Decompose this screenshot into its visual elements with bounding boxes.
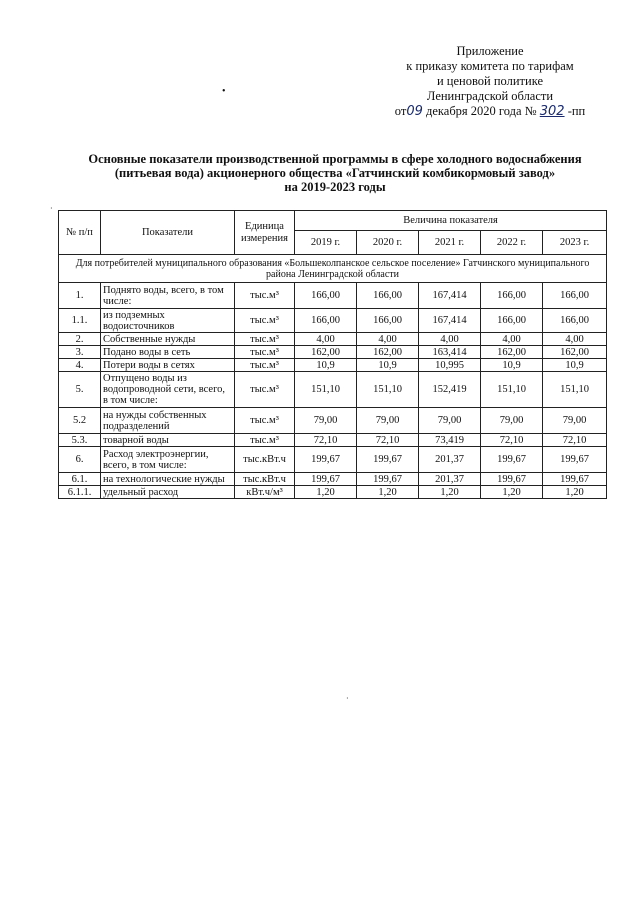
row-indicator: Собственные нужды xyxy=(101,333,235,346)
row-value: 151,10 xyxy=(543,372,607,408)
row-num: 2. xyxy=(59,333,101,346)
row-value: 72,10 xyxy=(357,434,419,447)
row-num: 6.1.1. xyxy=(59,486,101,499)
row-indicator: из подземных водоисточников xyxy=(101,309,235,333)
title-line-2: (питьевая вода) акционерного общества «Гатчинский комбикормовый завод» xyxy=(114,166,556,180)
appendix-title: Приложение xyxy=(456,44,524,58)
row-value: 162,00 xyxy=(357,346,419,359)
document-title xyxy=(60,152,610,194)
row-value: 72,10 xyxy=(481,434,543,447)
row-value: 201,37 xyxy=(419,447,481,473)
title-line-1: Основные показатели производственной программы в сфере холодного водоснабжения xyxy=(88,152,582,166)
header-value-group: Величина показателя xyxy=(295,211,607,231)
row-value: 199,67 xyxy=(481,473,543,486)
row-value: 199,67 xyxy=(481,447,543,473)
row-num: 5. xyxy=(59,372,101,408)
order-suffix: -пп xyxy=(567,104,586,118)
table-row xyxy=(59,486,607,499)
row-unit: тыс.кВт.ч xyxy=(235,447,295,473)
row-unit: тыс.кВт.ч xyxy=(235,473,295,486)
table-row xyxy=(59,333,607,346)
row-value: 79,00 xyxy=(419,408,481,434)
appendix-date-line xyxy=(370,104,610,119)
row-value: 79,00 xyxy=(295,408,357,434)
row-value: 10,9 xyxy=(357,359,419,372)
row-unit: тыс.м³ xyxy=(235,346,295,359)
row-value: 10,9 xyxy=(295,359,357,372)
row-value: 1,20 xyxy=(295,486,357,499)
row-indicator: Поднято воды, всего, в том числе: xyxy=(101,283,235,309)
row-value: 1,20 xyxy=(543,486,607,499)
appendix-order-ref: к приказу комитета по тарифам xyxy=(406,59,574,73)
row-indicator: Подано воды в сеть xyxy=(101,346,235,359)
row-unit: тыс.м³ xyxy=(235,333,295,346)
order-number: 302 xyxy=(539,104,565,119)
table-row xyxy=(59,473,607,486)
date-prefix: от xyxy=(394,104,407,118)
row-value: 79,00 xyxy=(543,408,607,434)
table-row xyxy=(59,283,607,309)
row-value: 199,67 xyxy=(543,447,607,473)
row-num: 3. xyxy=(59,346,101,359)
row-indicator: на технологические нужды xyxy=(101,473,235,486)
row-num: 4. xyxy=(59,359,101,372)
row-value: 4,00 xyxy=(481,333,543,346)
scan-mark: · xyxy=(346,694,349,703)
table-row xyxy=(59,309,607,333)
table-row xyxy=(59,359,607,372)
row-value: 163,414 xyxy=(419,346,481,359)
row-value: 4,00 xyxy=(419,333,481,346)
appendix-region: Ленинградской области xyxy=(426,89,554,103)
row-value: 162,00 xyxy=(543,346,607,359)
row-value: 10,9 xyxy=(481,359,543,372)
row-value: 10,995 xyxy=(419,359,481,372)
row-value: 166,00 xyxy=(543,309,607,333)
row-value: 201,37 xyxy=(419,473,481,486)
row-value: 152,419 xyxy=(419,372,481,408)
row-indicator: Расход электроэнергии, всего, в том числе: xyxy=(101,447,235,473)
date-rest: декабря 2020 года № xyxy=(425,104,537,118)
row-value: 199,67 xyxy=(543,473,607,486)
row-value: 199,67 xyxy=(357,473,419,486)
header-year: 2022 г. xyxy=(481,231,543,255)
row-indicator: Потери воды в сетях xyxy=(101,359,235,372)
row-value: 1,20 xyxy=(357,486,419,499)
row-unit: тыс.м³ xyxy=(235,283,295,309)
header-year: 2020 г. xyxy=(357,231,419,255)
row-unit: тыс.м³ xyxy=(235,309,295,333)
row-value: 166,00 xyxy=(543,283,607,309)
row-value: 4,00 xyxy=(357,333,419,346)
row-value: 162,00 xyxy=(481,346,543,359)
title-line-3: на 2019-2023 годы xyxy=(284,180,386,194)
row-value: 72,10 xyxy=(543,434,607,447)
table-row xyxy=(59,408,607,434)
scan-mark: • xyxy=(222,86,226,97)
row-value: 10,9 xyxy=(543,359,607,372)
row-value: 1,20 xyxy=(481,486,543,499)
row-unit: тыс.м³ xyxy=(235,359,295,372)
table-row xyxy=(59,447,607,473)
header-indicator: Показатели xyxy=(101,211,235,255)
header-unit: Единица измерения xyxy=(235,211,295,255)
row-num: 1. xyxy=(59,283,101,309)
appendix-block xyxy=(370,44,610,119)
header-num: № п/п xyxy=(59,211,101,255)
date-day: 09 xyxy=(406,104,423,119)
header-year: 2019 г. xyxy=(295,231,357,255)
row-value: 199,67 xyxy=(357,447,419,473)
row-indicator: Отпущено воды из водопроводной сети, всего, в том числе: xyxy=(101,372,235,408)
row-value: 151,10 xyxy=(481,372,543,408)
row-value: 166,00 xyxy=(295,283,357,309)
row-value: 4,00 xyxy=(543,333,607,346)
row-num: 5.3. xyxy=(59,434,101,447)
row-unit: тыс.м³ xyxy=(235,434,295,447)
row-unit: кВт.ч/м³ xyxy=(235,486,295,499)
row-num: 6.1. xyxy=(59,473,101,486)
row-value: 199,67 xyxy=(295,473,357,486)
row-value: 73,419 xyxy=(419,434,481,447)
row-value: 151,10 xyxy=(295,372,357,408)
row-indicator: на нужды собственных подразделений xyxy=(101,408,235,434)
row-value: 166,00 xyxy=(357,283,419,309)
row-value: 79,00 xyxy=(357,408,419,434)
row-indicator: товарной воды xyxy=(101,434,235,447)
group-label: Для потребителей муниципального образования «Большеколпанское сельское поселение» Гатчинского муниципального района Ленинградской области xyxy=(59,255,607,283)
row-unit: тыс.м³ xyxy=(235,408,295,434)
indicators-table xyxy=(58,210,607,499)
row-value: 166,00 xyxy=(295,309,357,333)
row-num: 1.1. xyxy=(59,309,101,333)
row-value: 1,20 xyxy=(419,486,481,499)
table-row xyxy=(59,434,607,447)
row-value: 166,00 xyxy=(357,309,419,333)
row-value: 4,00 xyxy=(295,333,357,346)
row-value: 166,00 xyxy=(481,309,543,333)
table-row xyxy=(59,372,607,408)
row-value: 199,67 xyxy=(295,447,357,473)
header-year: 2023 г. xyxy=(543,231,607,255)
row-value: 79,00 xyxy=(481,408,543,434)
table-row xyxy=(59,346,607,359)
row-num: 6. xyxy=(59,447,101,473)
row-indicator: удельный расход xyxy=(101,486,235,499)
row-value: 151,10 xyxy=(357,372,419,408)
row-value: 167,414 xyxy=(419,309,481,333)
appendix-committee: и ценовой политике xyxy=(436,74,544,88)
row-unit: тыс.м³ xyxy=(235,372,295,408)
scan-mark: · xyxy=(50,204,53,213)
row-value: 162,00 xyxy=(295,346,357,359)
row-value: 167,414 xyxy=(419,283,481,309)
row-value: 166,00 xyxy=(481,283,543,309)
indicators-table-wrap xyxy=(58,210,606,499)
row-value: 72,10 xyxy=(295,434,357,447)
row-num: 5.2 xyxy=(59,408,101,434)
header-year: 2021 г. xyxy=(419,231,481,255)
